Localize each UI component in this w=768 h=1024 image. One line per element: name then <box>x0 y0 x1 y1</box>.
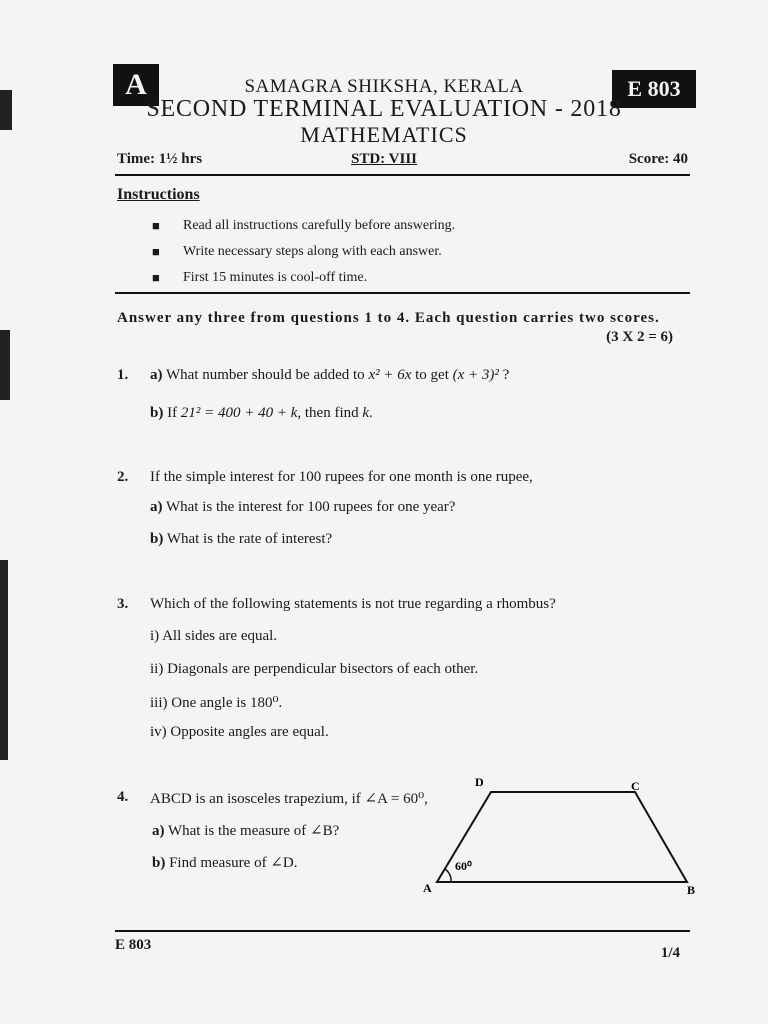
q4a-text: What is the measure of ∠B? <box>167 823 340 839</box>
trapezium-shape <box>437 792 687 882</box>
vertex-label-c: C <box>631 779 640 793</box>
part-label: b) <box>150 531 164 547</box>
trapezium-figure <box>415 770 705 900</box>
q1b-text2: , then find <box>297 405 359 421</box>
q2b-text: What is the rate of interest? <box>166 531 333 547</box>
score-label: Score: 40 <box>628 151 688 167</box>
question-2-stem: If the simple interest for 100 rupees for one month is one rupee, <box>150 469 533 485</box>
question-1a <box>150 367 509 384</box>
footer-code: E 803 <box>115 937 152 953</box>
angle-label: 60⁰ <box>455 859 472 873</box>
instruction-item: First 15 minutes is cool-off time. <box>183 270 368 285</box>
angle-arc <box>445 869 451 882</box>
question-number: 1. <box>117 367 129 383</box>
exam-title: SECOND TERMINAL EVALUATION - 2018 <box>146 96 622 122</box>
part-label: b) <box>152 855 166 871</box>
bullet-icon: ■ <box>152 218 160 233</box>
q4b-text: Find measure of ∠D. <box>169 855 298 871</box>
option-item: ii) Diagonals are perpendicular bisectors of each other. <box>150 661 479 677</box>
vertex-label-d: D <box>475 775 484 789</box>
option-item: i) All sides are equal. <box>150 628 278 644</box>
option-item: iv) Opposite angles are equal. <box>150 724 329 740</box>
instruction-item: Write necessary steps along with each answer. <box>183 244 442 259</box>
part-label: a) <box>150 499 163 515</box>
q2a-text: What is the interest for 100 rupees for one year? <box>165 499 456 515</box>
scan-mark <box>0 330 10 400</box>
std-label: STD: VIII <box>351 151 417 167</box>
question-number: 4. <box>117 789 129 805</box>
q1a-math: x² + 6x <box>368 367 412 383</box>
page-number: 1/4 <box>660 945 680 961</box>
question-3-stem: Which of the following statements is not true regarding a rhombus? <box>150 596 556 612</box>
time-label: Time: 1½ hrs <box>117 151 203 167</box>
question-1b <box>150 405 373 422</box>
q1b-end: . <box>369 405 373 421</box>
q1b-math2: k <box>362 405 370 421</box>
part-label: a) <box>152 823 165 839</box>
instructions-title: Instructions <box>117 186 200 203</box>
question-2a <box>150 499 455 516</box>
instructions-rule <box>115 292 690 294</box>
question-2b <box>150 531 332 548</box>
q1a-math2: (x + 3)² <box>452 367 499 383</box>
instruction-item: Read all instructions carefully before answering. <box>183 218 456 233</box>
subject-title: MATHEMATICS <box>300 122 468 147</box>
question-number: 2. <box>117 469 129 485</box>
bullet-icon: ■ <box>152 244 160 259</box>
q1a-text2: to get <box>415 367 449 383</box>
section-heading: Answer any three from questions 1 to 4. Each question carries two scores. <box>117 310 660 326</box>
vertex-label-a: A <box>423 881 432 895</box>
q1b-text: If <box>167 405 178 421</box>
question-number: 3. <box>117 596 129 612</box>
q1b-math: 21² = 400 + 40 + k <box>180 405 298 421</box>
q1a-end: ? <box>502 367 510 383</box>
question-4b <box>152 853 297 872</box>
org-name: SAMAGRA SHIKSHA, KERALA <box>244 76 524 97</box>
scan-mark <box>0 560 8 760</box>
part-label: b) <box>150 405 164 421</box>
part-label: a) <box>150 367 163 383</box>
header-rule <box>115 174 690 176</box>
paper-code-badge: E 803 <box>612 70 696 108</box>
paper-tag-a: A <box>113 64 159 106</box>
bullet-icon: ■ <box>152 270 160 285</box>
q1a-text: What number should be added to <box>165 367 365 383</box>
question-4a <box>152 821 339 840</box>
vertex-label-b: B <box>687 883 696 897</box>
question-4-stem: ABCD is an isosceles trapezium, if ∠A = 60⁰, <box>150 791 428 807</box>
footer-rule <box>115 930 690 932</box>
section-marks: (3 X 2 = 6) <box>606 329 673 345</box>
option-item: iii) One angle is 180⁰. <box>150 695 283 711</box>
